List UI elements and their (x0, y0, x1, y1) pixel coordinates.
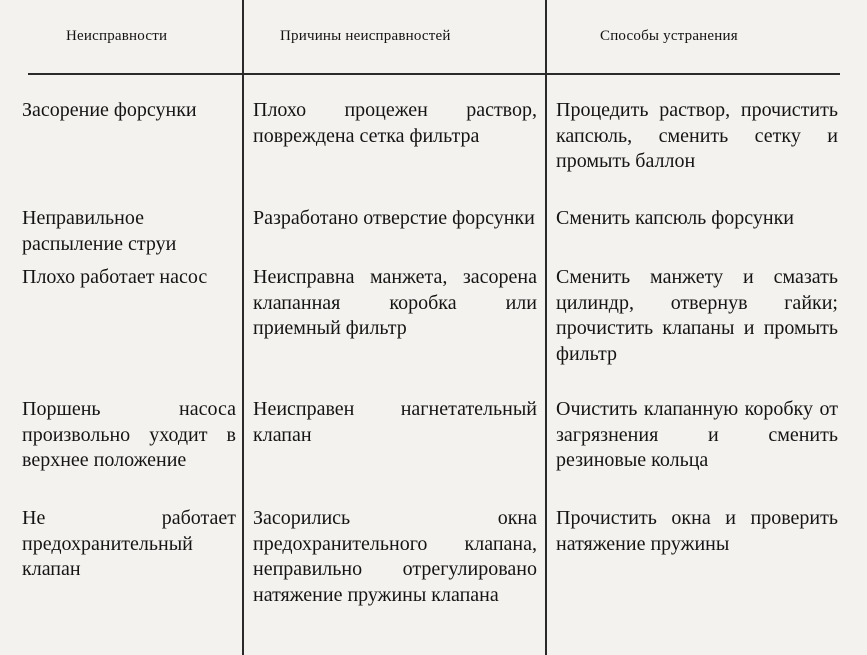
fault-cell: Плохо работает насос (22, 266, 208, 288)
fault-cell: Не работает предохранительный клапан (22, 507, 236, 580)
cause-cell: Плохо процежен раствор, повреждена сетка фильтра (253, 99, 537, 147)
cause-cell: Засорились окна предохранительного клапана, неправильно отрегулировано натяжение пружины клапана (253, 507, 537, 606)
cause-cell: Разработано отверстие форсунки (253, 207, 535, 229)
cause-cell: Неисправна манжета, засорена клапанная коробка или приемный фильтр (253, 266, 537, 339)
column-divider (242, 0, 244, 655)
remedy-cell: Прочистить окна и проверить натяжение пружины (556, 507, 838, 555)
remedy-cell: Процедить раствор, прочистить капсюль, сменить сетку и промыть баллон (556, 99, 838, 172)
fault-cell: Засорение форсунки (22, 99, 197, 121)
fault-cell: Поршень насоса произвольно уходит в верхнее положение (22, 398, 236, 471)
column-header-remedies: Способы устранения (600, 28, 738, 44)
fault-cell: Неправильное распыление струи (22, 207, 177, 255)
remedy-cell: Сменить капсюль форсунки (556, 207, 794, 229)
remedy-cell: Сменить манжету и смазать цилиндр, отвернув гайки; прочистить клапаны и промыть фильтр (556, 266, 838, 365)
cause-cell: Неисправен нагнетательный клапан (253, 398, 537, 446)
remedy-cell: Очистить клапанную коробку от загрязнения и сменить резиновые кольца (556, 398, 838, 471)
column-header-causes: Причины неисправностей (280, 28, 451, 44)
column-header-faults: Неисправности (66, 28, 168, 44)
column-divider (545, 0, 547, 655)
header-rule (28, 73, 840, 75)
